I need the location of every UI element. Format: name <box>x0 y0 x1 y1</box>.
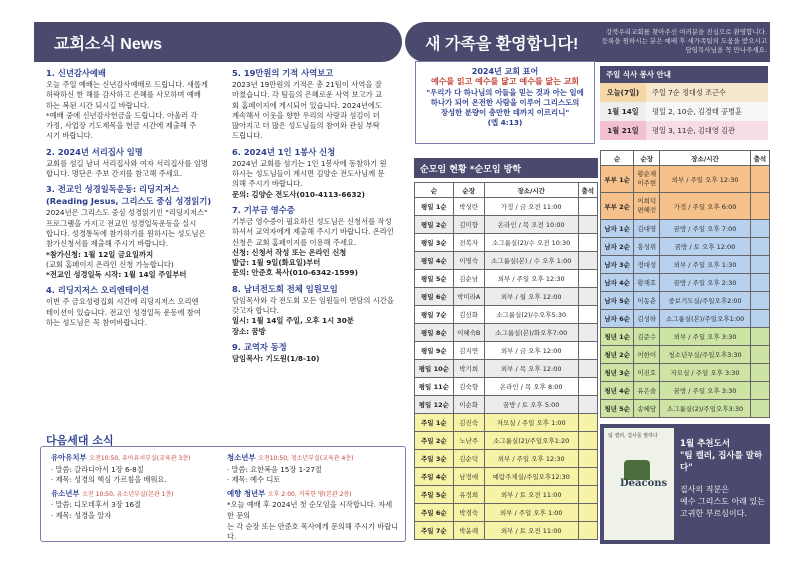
table-cell: 이순화 <box>453 396 484 414</box>
table-cell: 이진호 <box>634 364 660 382</box>
news-bold-line: 발급: 1월 9일(화요일)부터 <box>232 258 321 268</box>
table-cell: 외부 / 토 오전 11:00 <box>484 486 578 504</box>
table-cell <box>578 216 597 234</box>
dept-name: 청소년부 <box>227 453 256 462</box>
table-cell: 평일 6순 <box>415 288 454 306</box>
table-header-row <box>601 151 770 166</box>
book-line: 예수 그리스도 아래 있는 <box>680 497 765 506</box>
table-row <box>415 198 598 216</box>
news-item-title: 5. 19만원의 기적 사역보고 <box>232 68 334 78</box>
table-header-cell: 출석 <box>750 151 769 166</box>
next-gen-dept <box>51 489 231 501</box>
table-cell: 유은솔 <box>634 382 660 400</box>
news-item <box>232 205 406 279</box>
table-cell: 홍성위 <box>634 238 660 256</box>
table-cell <box>578 396 597 414</box>
table-cell: 소그룹실(2)/주일오후1:20 <box>484 432 578 450</box>
table-cell: 김지연 <box>453 342 484 360</box>
news-line: 이번 주 금요성령집회 시간에 리딩지저스 오리엔 <box>46 297 199 307</box>
table-cell <box>750 364 769 382</box>
welcome-note: 강북우리교회를 찾아주신 여러분을 진심으로 환영합니다. 등록을 원하시는 분은 예배 후 새가족팀의 도움을 받으시고 담임목사님을 꼭 만나주세요. <box>601 28 767 54</box>
news-item-title: 3. 전교인 성경일독운동: 리딩지저스 <box>46 184 180 195</box>
news-item <box>232 284 406 337</box>
table-cell: 자모실 / 주일 오후 1:00 <box>484 414 578 432</box>
table-cell: 이한이 <box>634 346 660 364</box>
table-cell: 노난주 <box>453 432 484 450</box>
book-cover-title: Deacons <box>620 478 668 489</box>
table-row <box>415 252 598 270</box>
dept-name: 유소년부 <box>51 488 80 498</box>
meal-text: 평일 2, 10순, 김경태 공병훈 <box>646 102 768 121</box>
news-item-title: 2. 2024년 서리집사 임명 <box>46 146 143 157</box>
small-group-title: 순모임 현황 *순모임 방학 <box>414 158 598 178</box>
book-heading: 1월 추천도서 "팀 켈러, 집사를 말하다" <box>680 439 763 473</box>
table-header-row <box>415 183 598 198</box>
table-cell <box>578 270 597 288</box>
next-gen-left <box>51 453 231 525</box>
table-cell: 온라인 / 목 오후 8:00 <box>484 378 578 396</box>
table-cell: 김대영 <box>634 220 660 238</box>
table-cell: 외부 / 주일 오후 12:30 <box>484 450 578 468</box>
recommended-book-box <box>600 424 770 544</box>
table-row <box>601 292 770 310</box>
table-cell: 소그룹실(2)/주일오후3:30 <box>660 400 751 418</box>
table-cell <box>750 292 769 310</box>
news-item <box>46 184 218 280</box>
table-cell: 김선화 <box>453 306 484 324</box>
table-cell: 부부 1순 <box>601 166 634 193</box>
news-column-left <box>46 68 218 333</box>
table-row <box>601 364 770 382</box>
table-cell <box>750 400 769 418</box>
table-row <box>601 400 770 418</box>
table-cell <box>578 468 597 486</box>
table-cell: 외부 / 주일 오후 12:30 <box>484 270 578 288</box>
table-cell: 가정 / 주일 오후 6:00 <box>660 193 751 220</box>
news-line: 마쳤습니다. 각 팀들의 은혜로운 사역 보고가 교 <box>232 90 383 100</box>
dept-item: *오늘 예배 후 2024년 첫 순모임을 시작합니다. 자세한 문의 <box>227 500 393 520</box>
table-cell: 청년 1순 <box>601 328 634 346</box>
table-cell <box>578 522 597 540</box>
news-header <box>34 22 402 62</box>
table-row <box>601 193 770 220</box>
meal-row <box>600 121 768 140</box>
table-cell: 이명숙 <box>453 252 484 270</box>
table-cell: 박성란 <box>453 198 484 216</box>
table-cell: 소그룹실(본)/주일오후1:00 <box>660 310 751 328</box>
news-line: 기부금 영수증이 필요하신 성도님은 신청서를 작성 <box>232 216 392 226</box>
dept-item: · 제목: 성경을 알자 <box>51 510 112 520</box>
news-item <box>46 285 218 328</box>
table-row <box>415 396 598 414</box>
book-line: 집사의 직분은 <box>680 485 729 494</box>
table-cell: 박미라A <box>453 288 484 306</box>
table-cell: 평일 8순 <box>415 324 454 342</box>
table-cell: 평일 2순 <box>415 216 454 234</box>
table-cell: 꿈방 / 주일 오후 3:30 <box>660 382 751 400</box>
table-cell <box>750 274 769 292</box>
table-cell: 부부 2순 <box>601 193 634 220</box>
table-row <box>415 486 598 504</box>
dept-item: 는 각 순장 또는 안준호 목사에게 문의해 주시기 바랍니다. <box>227 521 399 542</box>
table-cell <box>750 328 769 346</box>
table-cell: 정대성 <box>634 256 660 274</box>
table-row <box>415 414 598 432</box>
news-line: 하셔서 교역자에게 제출해 주시기 바랍니다. 온라인 <box>232 227 394 237</box>
table-cell: 청소년부실/주일오후3:30 <box>660 346 751 364</box>
table-cell <box>578 504 597 522</box>
table-cell: 평일 9순 <box>415 342 454 360</box>
small-group-table-right <box>600 150 770 418</box>
table-cell <box>578 342 597 360</box>
news-item-title: 1. 신년감사예배 <box>46 68 106 78</box>
table-header-cell: 순장 <box>453 183 484 198</box>
table-cell: 주일 4순 <box>415 468 454 486</box>
table-row <box>415 216 598 234</box>
table-cell: 주일 5순 <box>415 486 454 504</box>
table-cell: 외부 / 월 오후 12:00 <box>484 288 578 306</box>
table-row <box>415 360 598 378</box>
book-cover-image <box>604 428 674 540</box>
next-gen-box <box>40 446 406 542</box>
table-cell: 주일 3순 <box>415 450 454 468</box>
table-cell: 청년 5순 <box>601 400 634 418</box>
table-cell: 전복자 <box>453 234 484 252</box>
table-row <box>601 220 770 238</box>
news-title: 교회소식 News <box>54 36 163 53</box>
table-row <box>415 306 598 324</box>
book-text <box>680 438 766 520</box>
next-gen-dept <box>227 453 399 465</box>
table-cell <box>578 252 597 270</box>
table-cell <box>578 486 597 504</box>
table-cell: 평일 1순 <box>415 198 454 216</box>
table-cell: 김진숙 <box>453 414 484 432</box>
table-cell: 유정희 <box>453 486 484 504</box>
table-cell: 김숙향 <box>453 378 484 396</box>
spacer <box>227 543 399 546</box>
table-cell: 외부 / 목 오후 12:00 <box>484 360 578 378</box>
news-line: 가정, 사업장 기도제목을 헌금 시간에 제출해 주 <box>46 121 197 131</box>
news-line: 2024년은 그리스도 중심 성경읽기인 "리딩지저스" <box>46 208 208 218</box>
table-cell <box>750 166 769 193</box>
news-item <box>46 147 218 180</box>
table-cell: 남자 5순 <box>601 292 634 310</box>
table-row <box>415 432 598 450</box>
book-cover-label: 팀 켈러, 집사를 말하다 <box>608 433 658 439</box>
table-row <box>415 522 598 540</box>
table-cell: 외부 / 주일 오후 3:30 <box>660 328 751 346</box>
table-cell: 주일 2순 <box>415 432 454 450</box>
table-cell: 평일 7순 <box>415 306 454 324</box>
table-row <box>415 234 598 252</box>
table-cell: 주일 6순 <box>415 504 454 522</box>
book-line: 고귀한 부르심이다. <box>680 509 747 518</box>
hands-illustration <box>624 460 650 480</box>
table-cell <box>578 414 597 432</box>
table-row <box>415 378 598 396</box>
table-cell: 꿈방 / 토 오후 12:00 <box>660 238 751 256</box>
table-cell: 외부 / 주일 오후 1:00 <box>484 504 578 522</box>
motto-line: "우리가 다 하나님의 아들을 믿는 것과 아는 일에 <box>426 87 584 97</box>
table-cell <box>750 382 769 400</box>
table-cell: 자모실 / 주일 오후 3:30 <box>660 364 751 382</box>
table-cell <box>578 234 597 252</box>
table-cell: 평일 11순 <box>415 378 454 396</box>
spacer <box>51 522 231 525</box>
table-cell <box>750 346 769 364</box>
dept-name: 유아유치부 <box>51 453 87 462</box>
table-row <box>415 504 598 522</box>
table-header-cell: 출석 <box>578 183 597 198</box>
meal-date: 1월 21일 <box>600 121 646 140</box>
news-line: 회 홈페이지에 게시되어 있습니다. 2024년에도 <box>232 100 382 110</box>
table-cell: 남자 3순 <box>601 256 634 274</box>
news-item <box>232 68 406 142</box>
table-cell: 남자 2순 <box>601 238 634 256</box>
news-item-title: 6. 2024년 1인 1봉사 신청 <box>232 146 336 157</box>
table-cell: 평일 3순 <box>415 234 454 252</box>
meal-title: 주일 식사 봉사 안내 <box>600 66 768 83</box>
news-line: 시기 바랍니다. <box>46 131 93 141</box>
table-cell <box>750 310 769 328</box>
table-row <box>601 382 770 400</box>
table-cell: 외부 / 토 오전 11:00 <box>484 522 578 540</box>
news-line: 교회를 섬길 남녀 서리집사와 여자 서리집사를 임명 <box>46 158 208 168</box>
table-cell: 중보기도실/주일오후2:00 <box>660 292 751 310</box>
next-gen-title: 다음세대 소식 <box>46 434 114 447</box>
motto-line: 장성한 분량이 충만한 데까지 이르리니" <box>440 108 570 118</box>
table-row <box>415 270 598 288</box>
table-row <box>601 310 770 328</box>
table-cell: 박경숙 <box>453 504 484 522</box>
table-cell <box>750 220 769 238</box>
table-cell: 평일 12순 <box>415 396 454 414</box>
next-gen-right <box>227 453 399 546</box>
table-cell: 평일 10순 <box>415 360 454 378</box>
table-cell: 김성하 <box>634 310 660 328</box>
motto-reference: (엡 4:13) <box>487 118 523 128</box>
table-cell: 예람주제실/주일오후12:30 <box>484 468 578 486</box>
table-cell <box>578 432 597 450</box>
table-cell <box>578 360 597 378</box>
news-bold-line: 신청: 신청서 작성 또는 온라인 신청 <box>232 247 347 257</box>
news-line: 참가신청서를 제출해 주시기 바랍니다. <box>46 239 169 249</box>
meal-text: 주일 7순 정대성 조근수 <box>646 83 768 102</box>
news-line: 의해 주시기 바랍니다. <box>232 179 303 189</box>
news-item-title: 8. 남녀전도회 전체 임원모임 <box>232 283 338 294</box>
table-cell: 주일 1순 <box>415 414 454 432</box>
table-cell <box>578 378 597 396</box>
news-contact: 문의: 김양순 전도사(010-4113-6632) <box>232 189 365 199</box>
news-item-title: 9. 교역자 동정 <box>232 341 287 352</box>
dept-item: · 말씀: 디모데후서 3장 16절 <box>51 500 142 510</box>
table-cell: 김순덕 <box>453 450 484 468</box>
table-cell <box>750 256 769 274</box>
table-row <box>601 238 770 256</box>
dept-time: 오전 10:50, 유소년부실(본관 1층) <box>82 490 174 498</box>
news-bold-line: 장소: 꿈방 <box>232 326 266 336</box>
table-cell: 이동춘 <box>634 292 660 310</box>
table-cell: 소그룹실(2)/수오후5:30 <box>484 306 578 324</box>
news-line: 오늘 주일 예배는 신년감사예배로 드립니다. 새롭게 <box>46 80 208 89</box>
motto-line: 하나가 되어 온전한 사람을 이루어 그리스도의 <box>430 97 580 107</box>
table-cell: 남자 1순 <box>601 220 634 238</box>
table-row <box>415 342 598 360</box>
table-cell: 평일 5순 <box>415 270 454 288</box>
church-motto-box <box>415 61 595 144</box>
meal-service-box <box>600 66 768 140</box>
dept-item: · 제목: 예수 디토 <box>227 475 281 485</box>
next-gen-dept <box>227 489 399 501</box>
table-row <box>601 166 770 193</box>
table-cell: 꿈방 / 주일 오후 2:30 <box>660 274 751 292</box>
table-cell: 청년 2순 <box>601 346 634 364</box>
table-row <box>601 328 770 346</box>
news-line: 드립니다. <box>232 131 263 141</box>
dept-time: 오전10:50, 유아유치부실(교육관 3층) <box>89 455 191 462</box>
table-cell: 온라인 / 목 오전 10:00 <box>484 216 578 234</box>
news-line: (교회 홈페이지 온라인 신청 가능합니다) <box>46 259 174 269</box>
news-line: 하는 성도님은 꼭 참여바랍니다. <box>46 318 147 328</box>
table-cell: 외부 / 주일 오후 12:30 <box>660 166 751 193</box>
table-cell: 가정 / 금 오전 11:00 <box>484 198 578 216</box>
motto-title: 2024년 교회 표어 <box>471 67 539 76</box>
news-item <box>232 147 406 200</box>
news-line: 담임목사와 각 전도회 모든 임원들이 면담의 시간을 <box>232 295 394 305</box>
table-cell: 소그룹실(2)/수 오전 10:30 <box>484 234 578 252</box>
news-line: 테이션이 있습니다. 전교인 성경일독 운동에 참여 <box>46 307 201 317</box>
table-cell: 남정애 <box>453 468 484 486</box>
table-cell <box>578 306 597 324</box>
motto-headline: 예수를 읽고 예수를 닮고 예수를 닮는 교회 <box>430 77 580 87</box>
table-cell: 김순남 <box>453 270 484 288</box>
table-cell: 박기희 <box>453 360 484 378</box>
news-line: 갖고자 합니다. <box>232 306 279 316</box>
meal-row <box>600 83 768 102</box>
news-line: 2023년 19만원의 기적은 총 21팀이 사역을 잘 <box>232 80 382 89</box>
table-row <box>601 346 770 364</box>
table-cell: 꿈방 / 주일 오후 7:00 <box>660 220 751 238</box>
news-line: 허락하신 한 해를 감사하고 은혜를 사모하며 예배 <box>46 90 201 100</box>
table-cell: 청년 4순 <box>601 382 634 400</box>
news-line: *예배 중에 신년감사헌금을 드립니다. 아울러 각 <box>46 110 198 120</box>
news-line: 하시는 성도님들이 계시면 김양순 전도사님께 문 <box>232 169 385 179</box>
news-item <box>232 342 406 364</box>
news-item <box>46 68 218 142</box>
table-cell: 김미향 <box>453 216 484 234</box>
dept-item: · 제목: 성경의 핵심 가르침을 배워요. <box>51 475 167 485</box>
table-cell: 박윤례 <box>453 522 484 540</box>
news-line: 프로그램을 가지고 전교인 성경일독운동을 실시 <box>46 218 197 228</box>
news-item-subtitle: (Reading Jesus, 그리스도 중심 성경읽기) <box>46 196 212 207</box>
table-cell <box>750 193 769 220</box>
dept-time: 오후 2:00, 거룩한 땅(본관 2층) <box>267 490 352 498</box>
table-cell <box>750 238 769 256</box>
table-cell <box>578 288 597 306</box>
table-cell: 외부 / 금 오후 12:00 <box>484 342 578 360</box>
news-contact: 문의: 안준호 목사(010-6342-1599) <box>232 268 358 278</box>
news-bold-line: *참가신청: 1월 12일 금요일까지 <box>46 249 154 259</box>
table-cell: 이희덕 편혜선 <box>634 193 660 220</box>
news-line: 합니다. 명단은 주보 간지를 참고해 주세요. <box>46 169 183 179</box>
table-header-cell: 장소/시간 <box>660 151 751 166</box>
table-cell <box>578 198 597 216</box>
table-cell: 송혜담 <box>634 400 660 418</box>
meal-date: 오늘(7일) <box>600 83 646 102</box>
table-cell: 평일 4순 <box>415 252 454 270</box>
table-header-cell: 순 <box>415 183 454 198</box>
table-cell: 황재호 <box>634 274 660 292</box>
table-header-cell: 장소/시간 <box>484 183 578 198</box>
table-row <box>415 450 598 468</box>
table-cell: 김준수 <box>634 328 660 346</box>
dept-item: · 말씀: 갈라디아서 1장 6-8절 <box>51 464 144 474</box>
news-line: 많아지고 더 많은 성도님들의 참여와 관심 부탁 <box>232 121 380 131</box>
table-cell: 남자 6순 <box>601 310 634 328</box>
table-cell <box>578 324 597 342</box>
table-cell: 소그룹실(본) / 수 오후 1:00 <box>484 252 578 270</box>
news-line: 계속해서 이웃을 향한 우리의 사랑과 섬김이 더 <box>232 110 380 120</box>
table-row <box>415 324 598 342</box>
meal-text: 평일 3, 11순, 김대영 김관 <box>646 121 768 140</box>
dept-time: 오전10:50, 청소년부실(교육관 4층) <box>258 455 354 462</box>
table-cell <box>578 450 597 468</box>
meal-date: 1월 14일 <box>600 102 646 121</box>
news-bold-line: 일시: 1월 14일 주일, 오후 1시 30분 <box>232 316 354 326</box>
welcome-title: 새 가족을 환영합니다! <box>425 36 579 53</box>
table-cell: 주일 7순 <box>415 522 454 540</box>
news-column-right <box>232 68 406 369</box>
table-cell: 꿈방 / 토 오후 5:00 <box>484 396 578 414</box>
dept-item: · 말씀: 요한복음 15장 1-27절 <box>227 464 322 474</box>
news-line: 신청은 교회 홈페이지를 이용해 주세요. <box>232 237 357 247</box>
next-gen-dept <box>51 453 231 465</box>
news-bold-line: *전교인 성경일독 시작: 1월 14일 주일부터 <box>46 270 187 280</box>
news-bold-line: 담임목사: 기도원(1/8-10) <box>232 353 320 363</box>
small-group-table-left <box>414 182 598 540</box>
news-item-title: 4. 리딩지저스 오리엔테이션 <box>46 285 149 296</box>
table-row <box>415 468 598 486</box>
table-row <box>601 256 770 274</box>
table-header-cell: 순장 <box>634 151 660 166</box>
table-cell: 이혜숙B <box>453 324 484 342</box>
table-row <box>601 274 770 292</box>
table-cell: 소그룹실(본)/화오후7:00 <box>484 324 578 342</box>
table-header-cell: 순 <box>601 151 634 166</box>
table-cell: 남자 4순 <box>601 274 634 292</box>
welcome-header <box>405 22 770 62</box>
dept-name: 예향 청년부 <box>227 488 266 498</box>
meal-row <box>600 102 768 121</box>
news-line: 하는 복된 시간 되시길 바랍니다. <box>46 100 150 110</box>
table-cell: 황순재 이주현 <box>634 166 660 193</box>
news-line: 2024년 교회를 섬기는 1인 1봉사에 동참하기 원 <box>232 158 387 168</box>
news-item-title: 7. 기부금 영수증 <box>232 204 295 215</box>
table-row <box>415 288 598 306</box>
news-line: 합니다. 성경통독에 참가하기를 원하시는 성도님은 <box>46 228 206 238</box>
table-cell: 청년 3순 <box>601 364 634 382</box>
table-cell: 외부 / 주일 오후 1:30 <box>660 256 751 274</box>
